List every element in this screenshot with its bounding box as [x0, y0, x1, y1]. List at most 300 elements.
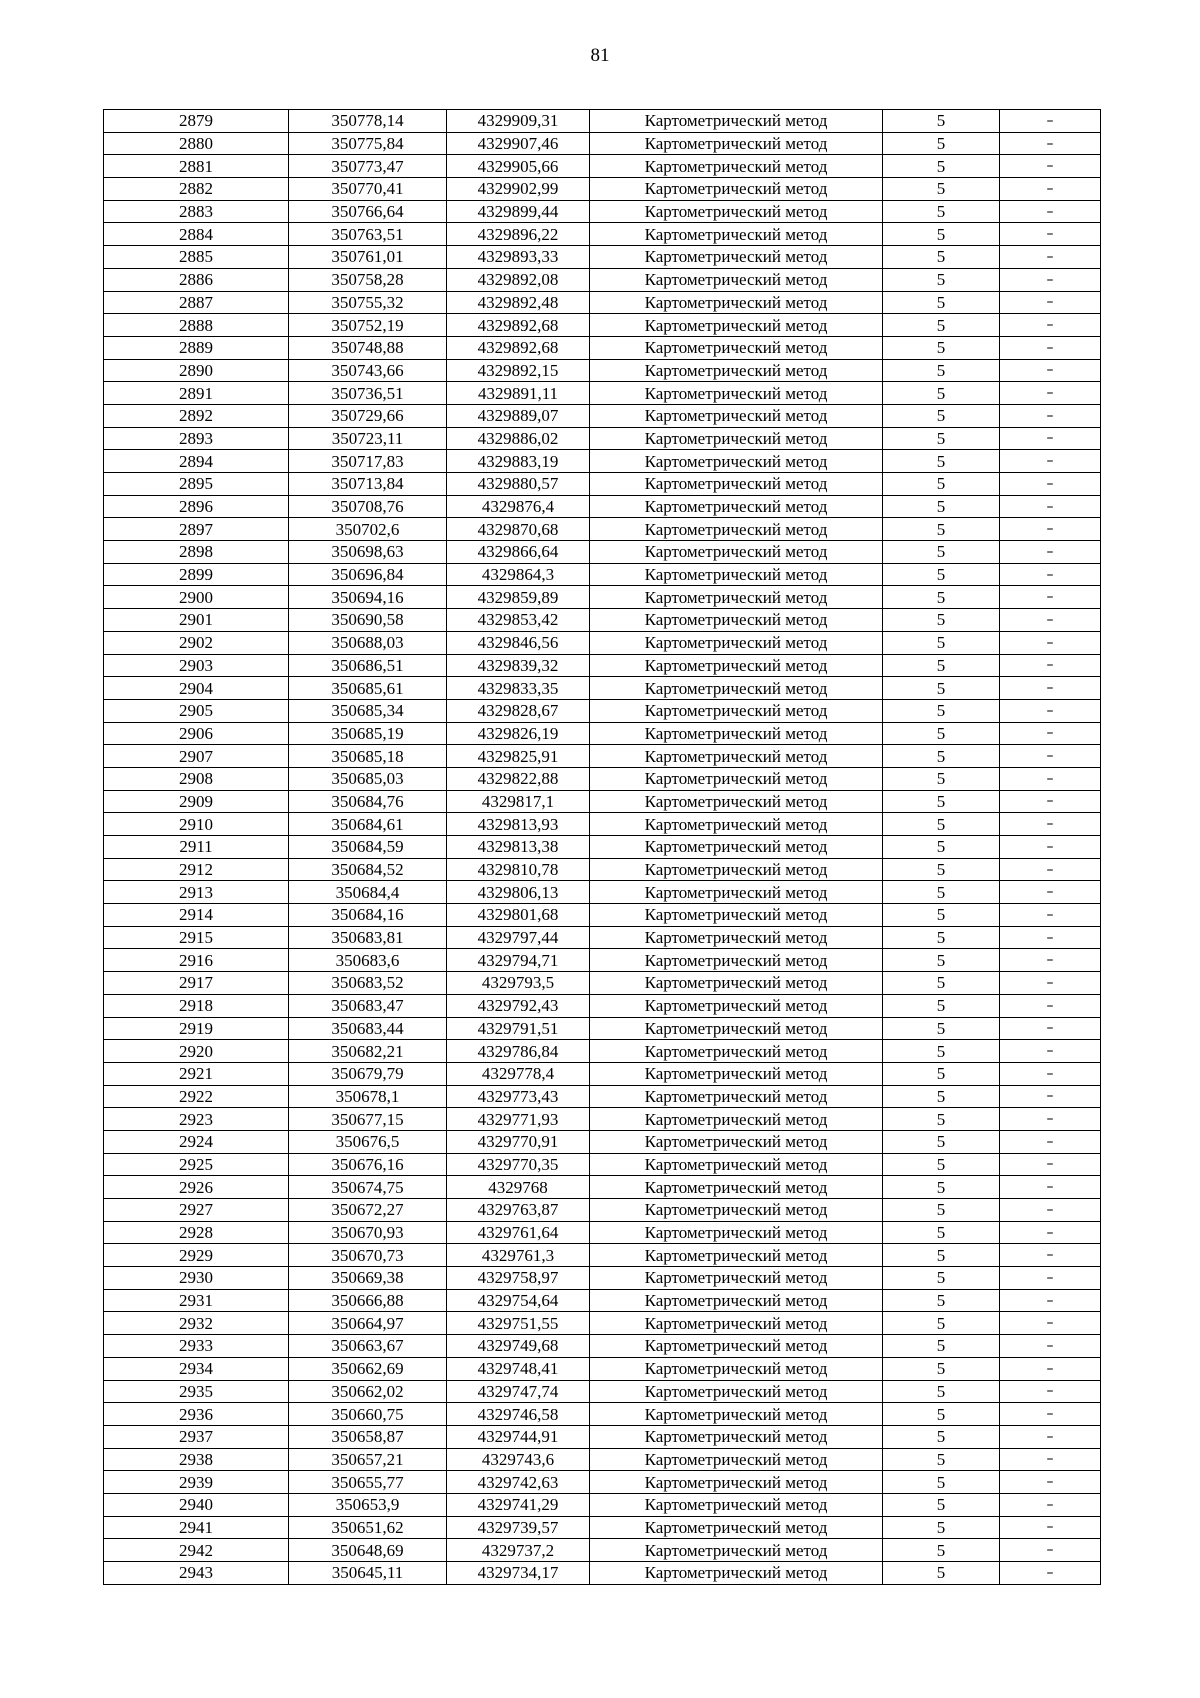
accuracy-cell: 5 [883, 495, 1000, 518]
table-row [104, 1289, 1101, 1312]
method-cell: Картометрический метод [590, 359, 883, 382]
point-number-cell: 2923 [104, 1108, 289, 1131]
accuracy-cell: 5 [883, 994, 1000, 1017]
accuracy-cell: 5 [883, 200, 1000, 223]
point-number-cell: 2936 [104, 1403, 289, 1426]
dash-cell: – [1000, 881, 1101, 904]
table-row [104, 1267, 1101, 1290]
x-coordinate-cell: 350766,64 [289, 200, 447, 223]
dash-cell: – [1000, 1221, 1101, 1244]
method-cell: Картометрический метод [590, 1130, 883, 1153]
x-coordinate-cell: 350684,52 [289, 858, 447, 881]
accuracy-cell: 5 [883, 881, 1000, 904]
method-cell: Картометрический метод [590, 541, 883, 564]
x-coordinate-cell: 350676,16 [289, 1153, 447, 1176]
y-coordinate-cell: 4329791,51 [447, 1017, 590, 1040]
table-row [104, 1221, 1101, 1244]
point-number-cell: 2934 [104, 1357, 289, 1380]
point-number-cell: 2894 [104, 450, 289, 473]
x-coordinate-cell: 350679,79 [289, 1062, 447, 1085]
dash-cell: – [1000, 1516, 1101, 1539]
method-cell: Картометрический метод [590, 1562, 883, 1585]
accuracy-cell: 5 [883, 404, 1000, 427]
dash-cell: – [1000, 1153, 1101, 1176]
x-coordinate-cell: 350717,83 [289, 450, 447, 473]
table-row [104, 314, 1101, 337]
y-coordinate-cell: 4329792,43 [447, 994, 590, 1017]
point-number-cell: 2935 [104, 1380, 289, 1403]
accuracy-cell: 5 [883, 1040, 1000, 1063]
method-cell: Картометрический метод [590, 1108, 883, 1131]
dash-cell: – [1000, 586, 1101, 609]
point-number-cell: 2888 [104, 314, 289, 337]
accuracy-cell: 5 [883, 609, 1000, 632]
dash-cell: – [1000, 745, 1101, 768]
x-coordinate-cell: 350761,01 [289, 246, 447, 269]
x-coordinate-cell: 350683,52 [289, 972, 447, 995]
method-cell: Картометрический метод [590, 813, 883, 836]
y-coordinate-cell: 4329773,43 [447, 1085, 590, 1108]
x-coordinate-cell: 350655,77 [289, 1471, 447, 1494]
y-coordinate-cell: 4329793,5 [447, 972, 590, 995]
table-row [104, 563, 1101, 586]
dash-cell: – [1000, 382, 1101, 405]
dash-cell: – [1000, 1040, 1101, 1063]
x-coordinate-cell: 350645,11 [289, 1562, 447, 1585]
table-row [104, 359, 1101, 382]
table-row [104, 1562, 1101, 1585]
x-coordinate-cell: 350682,21 [289, 1040, 447, 1063]
method-cell: Картометрический метод [590, 949, 883, 972]
method-cell: Картометрический метод [590, 699, 883, 722]
method-cell: Картометрический метод [590, 518, 883, 541]
point-number-cell: 2911 [104, 836, 289, 859]
method-cell: Картометрический метод [590, 858, 883, 881]
x-coordinate-cell: 350729,66 [289, 404, 447, 427]
accuracy-cell: 5 [883, 654, 1000, 677]
accuracy-cell: 5 [883, 268, 1000, 291]
coordinates-table [103, 109, 1101, 1585]
method-cell: Картометрический метод [590, 1357, 883, 1380]
table-row [104, 609, 1101, 632]
point-number-cell: 2939 [104, 1471, 289, 1494]
accuracy-cell: 5 [883, 586, 1000, 609]
x-coordinate-cell: 350708,76 [289, 495, 447, 518]
point-number-cell: 2907 [104, 745, 289, 768]
point-number-cell: 2940 [104, 1493, 289, 1516]
table-row [104, 404, 1101, 427]
dash-cell: – [1000, 495, 1101, 518]
dash-cell: – [1000, 1267, 1101, 1290]
y-coordinate-cell: 4329761,3 [447, 1244, 590, 1267]
accuracy-cell: 5 [883, 1539, 1000, 1562]
accuracy-cell: 5 [883, 1357, 1000, 1380]
point-number-cell: 2902 [104, 631, 289, 654]
point-number-cell: 2921 [104, 1062, 289, 1085]
y-coordinate-cell: 4329902,99 [447, 178, 590, 201]
accuracy-cell: 5 [883, 677, 1000, 700]
x-coordinate-cell: 350702,6 [289, 518, 447, 541]
x-coordinate-cell: 350683,47 [289, 994, 447, 1017]
dash-cell: – [1000, 1380, 1101, 1403]
x-coordinate-cell: 350672,27 [289, 1199, 447, 1222]
method-cell: Картометрический метод [590, 268, 883, 291]
x-coordinate-cell: 350683,6 [289, 949, 447, 972]
x-coordinate-cell: 350763,51 [289, 223, 447, 246]
point-number-cell: 2915 [104, 926, 289, 949]
method-cell: Картометрический метод [590, 654, 883, 677]
accuracy-cell: 5 [883, 178, 1000, 201]
x-coordinate-cell: 350755,32 [289, 291, 447, 314]
accuracy-cell: 5 [883, 1562, 1000, 1585]
accuracy-cell: 5 [883, 541, 1000, 564]
point-number-cell: 2883 [104, 200, 289, 223]
point-number-cell: 2884 [104, 223, 289, 246]
table-row [104, 246, 1101, 269]
table-row [104, 1335, 1101, 1358]
dash-cell: – [1000, 246, 1101, 269]
y-coordinate-cell: 4329892,68 [447, 314, 590, 337]
table-row [104, 1130, 1101, 1153]
accuracy-cell: 5 [883, 518, 1000, 541]
table-row [104, 1199, 1101, 1222]
point-number-cell: 2924 [104, 1130, 289, 1153]
y-coordinate-cell: 4329892,08 [447, 268, 590, 291]
x-coordinate-cell: 350775,84 [289, 132, 447, 155]
dash-cell: – [1000, 291, 1101, 314]
method-cell: Картометрический метод [590, 404, 883, 427]
x-coordinate-cell: 350670,73 [289, 1244, 447, 1267]
accuracy-cell: 5 [883, 223, 1000, 246]
x-coordinate-cell: 350688,03 [289, 631, 447, 654]
point-number-cell: 2919 [104, 1017, 289, 1040]
method-cell: Картометрический метод [590, 223, 883, 246]
accuracy-cell: 5 [883, 858, 1000, 881]
y-coordinate-cell: 4329864,3 [447, 563, 590, 586]
point-number-cell: 2912 [104, 858, 289, 881]
dash-cell: – [1000, 972, 1101, 995]
table-row [104, 1176, 1101, 1199]
dash-cell: – [1000, 1130, 1101, 1153]
table-row [104, 1357, 1101, 1380]
y-coordinate-cell: 4329813,38 [447, 836, 590, 859]
method-cell: Картометрический метод [590, 1199, 883, 1222]
y-coordinate-cell: 4329743,6 [447, 1448, 590, 1471]
x-coordinate-cell: 350683,44 [289, 1017, 447, 1040]
method-cell: Картометрический метод [590, 609, 883, 632]
point-number-cell: 2890 [104, 359, 289, 382]
dash-cell: – [1000, 155, 1101, 178]
method-cell: Картометрический метод [590, 631, 883, 654]
accuracy-cell: 5 [883, 563, 1000, 586]
point-number-cell: 2900 [104, 586, 289, 609]
y-coordinate-cell: 4329761,64 [447, 1221, 590, 1244]
method-cell: Картометрический метод [590, 972, 883, 995]
method-cell: Картометрический метод [590, 1244, 883, 1267]
y-coordinate-cell: 4329909,31 [447, 110, 590, 133]
accuracy-cell: 5 [883, 1244, 1000, 1267]
method-cell: Картометрический метод [590, 200, 883, 223]
method-cell: Картометрический метод [590, 904, 883, 927]
x-coordinate-cell: 350758,28 [289, 268, 447, 291]
accuracy-cell: 5 [883, 790, 1000, 813]
table-row [104, 291, 1101, 314]
point-number-cell: 2937 [104, 1425, 289, 1448]
dash-cell: – [1000, 790, 1101, 813]
method-cell: Картометрический метод [590, 994, 883, 1017]
accuracy-cell: 5 [883, 1425, 1000, 1448]
point-number-cell: 2881 [104, 155, 289, 178]
method-cell: Картометрический метод [590, 563, 883, 586]
table-row [104, 1040, 1101, 1063]
y-coordinate-cell: 4329880,57 [447, 473, 590, 496]
point-number-cell: 2895 [104, 473, 289, 496]
method-cell: Картометрический метод [590, 790, 883, 813]
x-coordinate-cell: 350660,75 [289, 1403, 447, 1426]
point-number-cell: 2913 [104, 881, 289, 904]
y-coordinate-cell: 4329839,32 [447, 654, 590, 677]
point-number-cell: 2887 [104, 291, 289, 314]
accuracy-cell: 5 [883, 1267, 1000, 1290]
point-number-cell: 2904 [104, 677, 289, 700]
y-coordinate-cell: 4329754,64 [447, 1289, 590, 1312]
dash-cell: – [1000, 110, 1101, 133]
method-cell: Картометрический метод [590, 427, 883, 450]
dash-cell: – [1000, 404, 1101, 427]
dash-cell: – [1000, 1448, 1101, 1471]
x-coordinate-cell: 350651,62 [289, 1516, 447, 1539]
method-cell: Картометрический метод [590, 1493, 883, 1516]
x-coordinate-cell: 350685,61 [289, 677, 447, 700]
point-number-cell: 2908 [104, 767, 289, 790]
dash-cell: – [1000, 836, 1101, 859]
dash-cell: – [1000, 132, 1101, 155]
dash-cell: – [1000, 427, 1101, 450]
y-coordinate-cell: 4329859,89 [447, 586, 590, 609]
table-row [104, 1108, 1101, 1131]
x-coordinate-cell: 350684,61 [289, 813, 447, 836]
accuracy-cell: 5 [883, 904, 1000, 927]
accuracy-cell: 5 [883, 359, 1000, 382]
dash-cell: – [1000, 699, 1101, 722]
x-coordinate-cell: 350684,4 [289, 881, 447, 904]
accuracy-cell: 5 [883, 246, 1000, 269]
y-coordinate-cell: 4329748,41 [447, 1357, 590, 1380]
method-cell: Картометрический метод [590, 1289, 883, 1312]
dash-cell: – [1000, 1471, 1101, 1494]
table-row [104, 1017, 1101, 1040]
point-number-cell: 2930 [104, 1267, 289, 1290]
point-number-cell: 2929 [104, 1244, 289, 1267]
coordinates-table-body [104, 110, 1101, 1585]
method-cell: Картометрический метод [590, 1403, 883, 1426]
point-number-cell: 2910 [104, 813, 289, 836]
y-coordinate-cell: 4329806,13 [447, 881, 590, 904]
dash-cell: – [1000, 813, 1101, 836]
x-coordinate-cell: 350648,69 [289, 1539, 447, 1562]
table-row [104, 836, 1101, 859]
table-row [104, 972, 1101, 995]
table-row [104, 178, 1101, 201]
point-number-cell: 2905 [104, 699, 289, 722]
table-row [104, 994, 1101, 1017]
method-cell: Картометрический метод [590, 1062, 883, 1085]
dash-cell: – [1000, 563, 1101, 586]
y-coordinate-cell: 4329825,91 [447, 745, 590, 768]
point-number-cell: 2885 [104, 246, 289, 269]
x-coordinate-cell: 350657,21 [289, 1448, 447, 1471]
accuracy-cell: 5 [883, 972, 1000, 995]
dash-cell: – [1000, 1244, 1101, 1267]
table-row [104, 631, 1101, 654]
x-coordinate-cell: 350698,63 [289, 541, 447, 564]
x-coordinate-cell: 350658,87 [289, 1425, 447, 1448]
dash-cell: – [1000, 994, 1101, 1017]
table-row [104, 541, 1101, 564]
table-row [104, 110, 1101, 133]
point-number-cell: 2892 [104, 404, 289, 427]
point-number-cell: 2942 [104, 1539, 289, 1562]
x-coordinate-cell: 350778,14 [289, 110, 447, 133]
y-coordinate-cell: 4329891,11 [447, 382, 590, 405]
x-coordinate-cell: 350686,51 [289, 654, 447, 677]
point-number-cell: 2925 [104, 1153, 289, 1176]
method-cell: Картометрический метод [590, 178, 883, 201]
y-coordinate-cell: 4329817,1 [447, 790, 590, 813]
accuracy-cell: 5 [883, 155, 1000, 178]
dash-cell: – [1000, 1425, 1101, 1448]
x-coordinate-cell: 350713,84 [289, 473, 447, 496]
x-coordinate-cell: 350662,02 [289, 1380, 447, 1403]
y-coordinate-cell: 4329739,57 [447, 1516, 590, 1539]
point-number-cell: 2926 [104, 1176, 289, 1199]
x-coordinate-cell: 350685,19 [289, 722, 447, 745]
table-row [104, 382, 1101, 405]
accuracy-cell: 5 [883, 1516, 1000, 1539]
point-number-cell: 2903 [104, 654, 289, 677]
y-coordinate-cell: 4329770,91 [447, 1130, 590, 1153]
x-coordinate-cell: 350676,5 [289, 1130, 447, 1153]
y-coordinate-cell: 4329889,07 [447, 404, 590, 427]
method-cell: Картометрический метод [590, 1017, 883, 1040]
accuracy-cell: 5 [883, 1471, 1000, 1494]
method-cell: Картометрический метод [590, 881, 883, 904]
point-number-cell: 2906 [104, 722, 289, 745]
method-cell: Картометрический метод [590, 110, 883, 133]
table-row [104, 790, 1101, 813]
dash-cell: – [1000, 904, 1101, 927]
dash-cell: – [1000, 677, 1101, 700]
accuracy-cell: 5 [883, 382, 1000, 405]
page-number: 81 [590, 45, 610, 66]
method-cell: Картометрический метод [590, 495, 883, 518]
accuracy-cell: 5 [883, 132, 1000, 155]
method-cell: Картометрический метод [590, 745, 883, 768]
point-number-cell: 2933 [104, 1335, 289, 1358]
point-number-cell: 2889 [104, 336, 289, 359]
y-coordinate-cell: 4329810,78 [447, 858, 590, 881]
x-coordinate-cell: 350663,67 [289, 1335, 447, 1358]
x-coordinate-cell: 350723,11 [289, 427, 447, 450]
dash-cell: – [1000, 1562, 1101, 1585]
y-coordinate-cell: 4329822,88 [447, 767, 590, 790]
point-number-cell: 2943 [104, 1562, 289, 1585]
y-coordinate-cell: 4329758,97 [447, 1267, 590, 1290]
method-cell: Картометрический метод [590, 473, 883, 496]
method-cell: Картометрический метод [590, 1471, 883, 1494]
x-coordinate-cell: 350664,97 [289, 1312, 447, 1335]
point-number-cell: 2893 [104, 427, 289, 450]
point-number-cell: 2932 [104, 1312, 289, 1335]
point-number-cell: 2928 [104, 1221, 289, 1244]
y-coordinate-cell: 4329876,4 [447, 495, 590, 518]
table-row [104, 881, 1101, 904]
point-number-cell: 2879 [104, 110, 289, 133]
table-row [104, 1448, 1101, 1471]
dash-cell: – [1000, 1085, 1101, 1108]
accuracy-cell: 5 [883, 1062, 1000, 1085]
accuracy-cell: 5 [883, 1130, 1000, 1153]
method-cell: Картометрический метод [590, 767, 883, 790]
y-coordinate-cell: 4329744,91 [447, 1425, 590, 1448]
accuracy-cell: 5 [883, 836, 1000, 859]
table-row [104, 949, 1101, 972]
method-cell: Картометрический метод [590, 246, 883, 269]
method-cell: Картометрический метод [590, 450, 883, 473]
accuracy-cell: 5 [883, 473, 1000, 496]
point-number-cell: 2899 [104, 563, 289, 586]
y-coordinate-cell: 4329768 [447, 1176, 590, 1199]
y-coordinate-cell: 4329870,68 [447, 518, 590, 541]
method-cell: Картометрический метод [590, 836, 883, 859]
dash-cell: – [1000, 1176, 1101, 1199]
dash-cell: – [1000, 609, 1101, 632]
table-row [104, 722, 1101, 745]
y-coordinate-cell: 4329751,55 [447, 1312, 590, 1335]
point-number-cell: 2896 [104, 495, 289, 518]
point-number-cell: 2931 [104, 1289, 289, 1312]
table-row [104, 813, 1101, 836]
dash-cell: – [1000, 1062, 1101, 1085]
accuracy-cell: 5 [883, 336, 1000, 359]
table-row [104, 336, 1101, 359]
table-row [104, 904, 1101, 927]
accuracy-cell: 5 [883, 767, 1000, 790]
table-row [104, 677, 1101, 700]
table-row [104, 132, 1101, 155]
x-coordinate-cell: 350736,51 [289, 382, 447, 405]
y-coordinate-cell: 4329828,67 [447, 699, 590, 722]
y-coordinate-cell: 4329742,63 [447, 1471, 590, 1494]
table-row [104, 200, 1101, 223]
x-coordinate-cell: 350677,15 [289, 1108, 447, 1131]
x-coordinate-cell: 350743,66 [289, 359, 447, 382]
method-cell: Картометрический метод [590, 586, 883, 609]
accuracy-cell: 5 [883, 314, 1000, 337]
accuracy-cell: 5 [883, 1493, 1000, 1516]
method-cell: Картометрический метод [590, 1425, 883, 1448]
x-coordinate-cell: 350690,58 [289, 609, 447, 632]
x-coordinate-cell: 350685,18 [289, 745, 447, 768]
x-coordinate-cell: 350662,69 [289, 1357, 447, 1380]
accuracy-cell: 5 [883, 631, 1000, 654]
x-coordinate-cell: 350670,93 [289, 1221, 447, 1244]
table-row [104, 767, 1101, 790]
dash-cell: – [1000, 178, 1101, 201]
accuracy-cell: 5 [883, 1176, 1000, 1199]
table-row [104, 586, 1101, 609]
y-coordinate-cell: 4329797,44 [447, 926, 590, 949]
